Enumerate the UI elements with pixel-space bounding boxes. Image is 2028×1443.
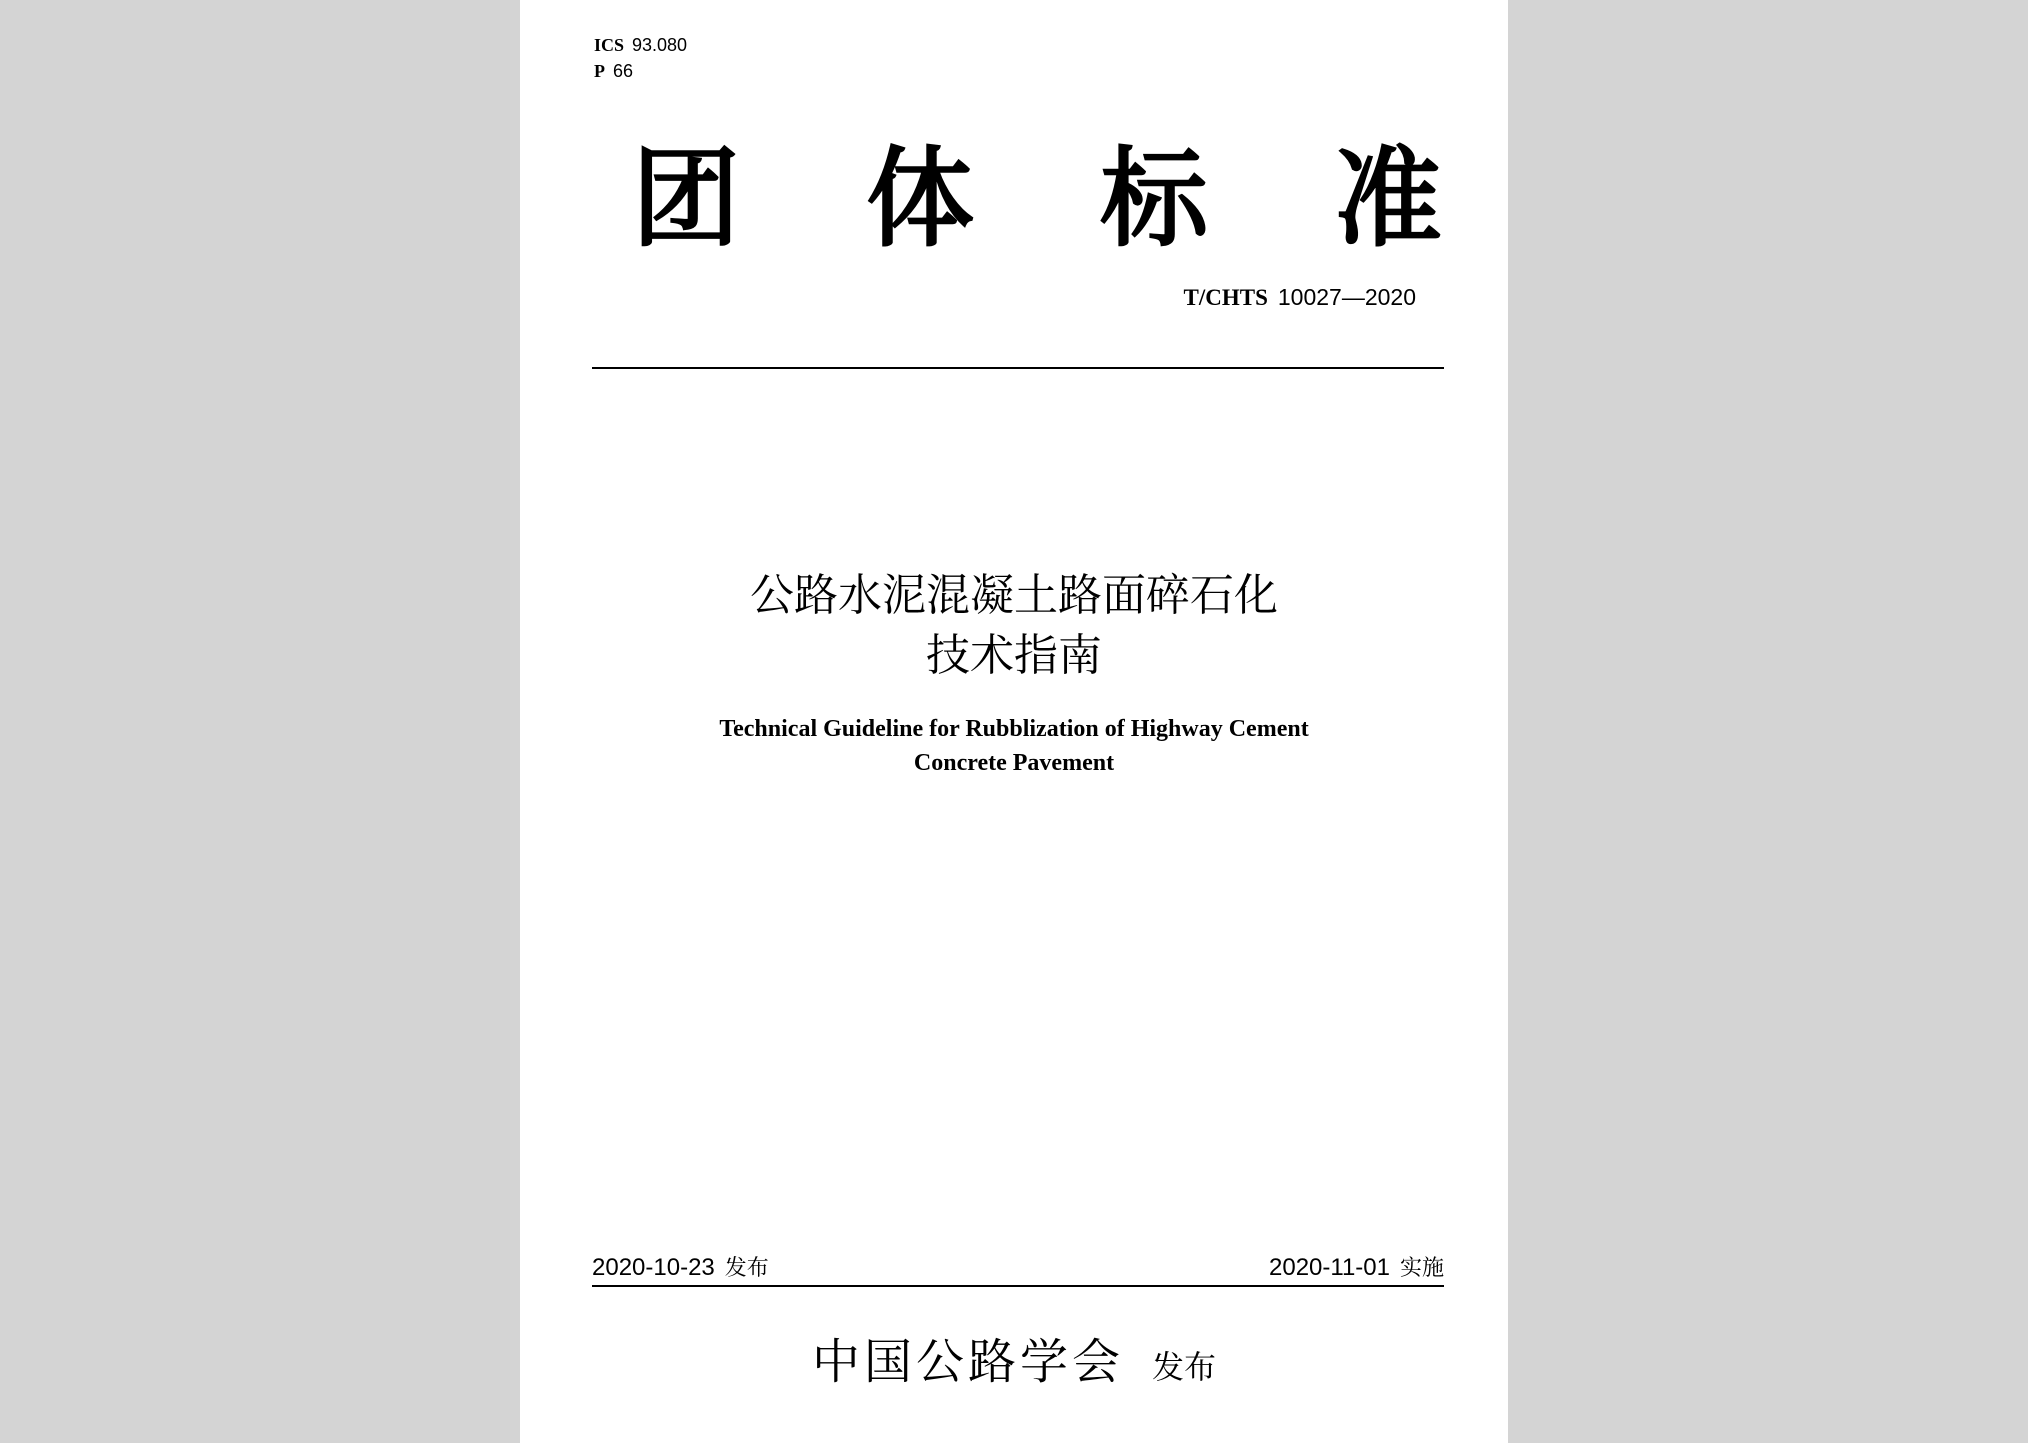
chinese-title-line-1: 公路水泥混凝土路面碎石化 <box>750 570 1278 621</box>
implementation-date-group <box>1269 1250 1444 1286</box>
class-line <box>594 58 687 84</box>
standard-type-title <box>632 137 1442 262</box>
title-char-2: 体 <box>865 137 974 262</box>
publish-word: 发布 <box>1152 1348 1217 1386</box>
classification-block <box>594 32 687 84</box>
standard-code <box>1184 282 1417 313</box>
class-label: P <box>594 61 605 81</box>
ics-line <box>594 32 687 58</box>
header-rule <box>592 367 1444 369</box>
date-row <box>592 1250 1444 1284</box>
ics-code: 93.080 <box>632 35 688 55</box>
footer-rule <box>592 1285 1444 1287</box>
title-char-4: 准 <box>1333 137 1442 262</box>
chinese-title-line-2: 技术指南 <box>926 630 1102 681</box>
class-code: 66 <box>613 61 634 81</box>
document-page <box>520 0 1508 1443</box>
title-char-1: 团 <box>632 137 741 262</box>
ics-label: ICS <box>594 35 625 55</box>
chinese-title <box>520 566 1508 686</box>
publisher-name: 中国公路学会 <box>811 1334 1124 1390</box>
implementation-date: 2020-11-01 <box>1269 1254 1390 1281</box>
english-title-line-1: Technical Guideline for Rubblization of Highway Cement <box>719 716 1309 742</box>
issue-date: 2020-10-23 <box>592 1254 715 1281</box>
implementation-word: 实施 <box>1399 1256 1444 1281</box>
title-char-3: 标 <box>1099 137 1208 262</box>
issue-date-group <box>592 1250 769 1286</box>
publisher-line <box>520 1330 1508 1405</box>
standard-number: 10027—2020 <box>1277 284 1416 310</box>
english-title <box>520 712 1508 780</box>
standard-prefix: T/CHTS <box>1183 285 1268 310</box>
issue-word: 发布 <box>724 1256 769 1281</box>
english-title-line-2: Concrete Pavement <box>913 750 1115 776</box>
